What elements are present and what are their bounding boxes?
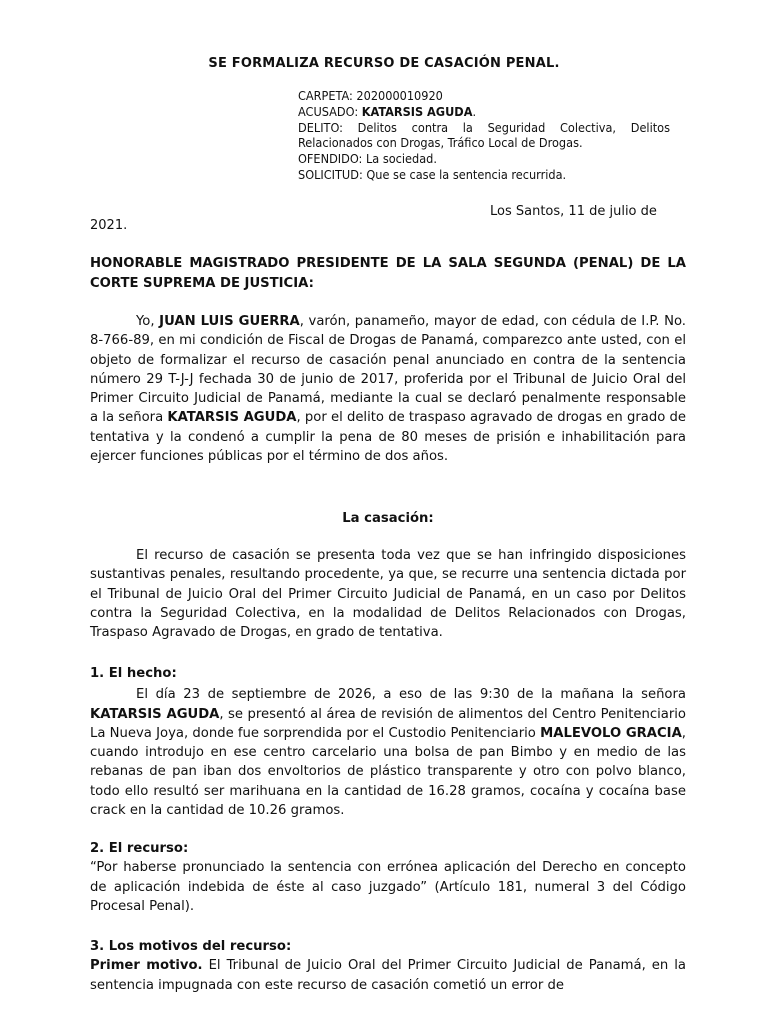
accused-name: KATARSIS AGUDA [167,410,297,426]
acusado-end: . [472,103,477,119]
motivos-section [90,937,686,995]
intro-text-3: , por el delito de traspaso agravado de drogas en grado de tentativa y la condenó a cumplir la pena de 80 meses de prisión e inhabilitación para ejercer funciones públicas por el término de dos años. [90,410,686,465]
recurso-section [90,839,686,916]
document-title: SE FORMALIZA RECURSO DE CASACIÓN PENAL. [208,56,560,71]
addressee [90,254,686,294]
intro-paragraph [90,312,686,466]
casacion-section [90,509,686,528]
motivos-text [90,956,686,995]
ofendido-line: OFENDIDO: La sociedad. [298,151,437,167]
solicitud-line: SOLICITUD: Que se case la sentencia recurrida. [298,166,567,182]
acusado-line [298,104,670,120]
casacion-text: El recurso de casación se presenta toda vez que se han infringido disposiciones sustantivas penales, resultando procedente, ya que, se recurre una sentencia dictada por el Tribunal de Juicio Oral del Primer Circuito Judicial de Panamá, en un caso por Delitos contra la Seguridad Colectiva, en la modalidad de Delitos Relacionados con Drogas, Traspaso Agravado de Drogas, en grado de tentativa. [90,548,686,641]
delito-line-2: Relacionados con Drogas, Tráfico Local de Drogas. [298,135,583,151]
intro-text [90,312,686,466]
delito-line-1: DELITO: Delitos contra la Seguridad Colectiva, Delitos [298,119,670,135]
hecho-text-3: , cuando introdujo en ese centro carcelario una bolsa de pan Bimbo y en medio de las rebanas de pan iban dos envoltorios de plástico transparente y otro con polvo blanco, todo ello resultó ser marihuana en la cantidad de 16.28 gramos, cocaína y cocaína base crack en la cantidad de 10.26 gramos. [90,725,686,819]
primer-motivo-label: Primer motivo. [90,958,203,974]
addressee-text: HONORABLE MAGISTRADO PRESIDENTE DE LA SALA SEGUNDA (PENAL) DE LA CORTE SUPREMA DE JUSTICIA: [90,256,686,291]
carpeta-line: CARPETA: 202000010920 [298,88,443,103]
date-line-1: Los Santos, 11 de julio de [490,204,657,219]
hecho-text-2: , se presentó al área de revisión de alimentos del Centro Penitenciario La Nueva Joya, donde fue sorprendida por el Custodio Penitenciario [90,706,686,741]
date-line-2: 2021. [90,218,128,233]
casacion-heading: La casación: [342,511,434,526]
primer-motivo-text: El Tribunal de Juicio Oral del Primer Circuito Judicial de Panamá, en la sentencia impugnada con este recurso de casación cometió un error de [90,958,686,993]
recurso-text: “Por haberse pronunciado la sentencia con errónea aplicación del Derecho en concepto de aplicación indebida de éste al caso juzgado” (Artículo 181, numeral 3 del Código Procesal Penal). [90,860,686,914]
acusado-name: KATARSIS AGUDA [361,103,473,119]
intro-text-2: , varón, panameño, mayor de edad, con cédula de I.P. No. 8-766-89, en mi condición de Fiscal de Drogas de Panamá, comparezco ante usted, con el objeto de formalizar el recurso de casación penal anunciado en contra de la sentencia número 29 T-J-J fechada 30 de junio de 2017, proferida por el Tribunal de Juicio Oral del Primer Circuito Judicial de Panamá, mediante la cual se declaró penalmente responsable a la señora [90,314,686,426]
case-header [298,88,670,183]
intro-text-1: Yo, [136,314,160,329]
motivos-heading: 3. Los motivos del recurso: [90,939,292,954]
hecho-text-1: El día 23 de septiembre de 2026, a eso de las 9:30 de la mañana la señora [136,687,686,703]
casacion-paragraph [90,546,686,642]
custodian-name: MALEVOLO GRACIA [540,725,682,741]
hecho-section [90,664,686,820]
hecho-heading: 1. El hecho: [90,666,177,681]
hecho-accused-name: KATARSIS AGUDA [90,706,220,722]
prosecutor-name: JUAN LUIS GUERRA [159,314,300,329]
hecho-text [90,685,686,820]
recurso-heading: 2. El recurso: [90,841,189,856]
acusado-label: ACUSADO: [298,103,362,119]
